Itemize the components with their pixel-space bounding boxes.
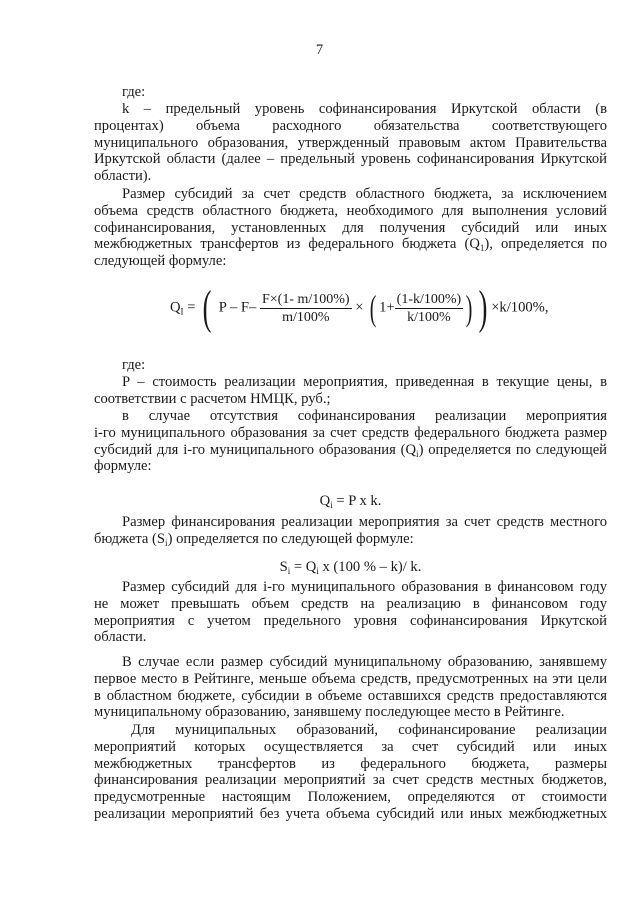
paragraph-line: межбюджетных трансфертов из федерального бюджета, размеры xyxy=(94,755,607,772)
p-def-line: P – стоимость реализации мероприятия, приведенная в текущие цены, в xyxy=(122,374,607,390)
paragraph-line: объема средств областного бюджета, необходимого для выполнения условий xyxy=(94,202,607,219)
where-label-2: где: xyxy=(122,357,146,373)
paragraph-line: Размер субсидий за счет средств областного бюджета, за исключением xyxy=(122,186,607,202)
paragraph-line: в случае отсутствия софинансирования реализации мероприятия xyxy=(122,408,607,424)
p-def-line: соответствии с расчетом НМЦК, руб.; xyxy=(94,390,331,407)
k-def-line: k – предельный уровень софинансирования Иркутской области (в xyxy=(122,101,607,117)
fraction-2: $\frac{(1-k/100\%)}{k/100\%}$ xyxy=(396,291,462,325)
paragraph-line: Размер финансирования реализации мероприятия за счет средств местного xyxy=(122,514,607,530)
paragraph-line: первое место в Рейтинге, меньше объема средств, предусмотренных на эти цели xyxy=(94,670,607,687)
paragraph-line: Размер субсидий для i-го муниципального образования в финансовом году xyxy=(122,579,607,595)
where-label-1: где: xyxy=(122,84,146,100)
p-definition xyxy=(94,374,607,408)
paragraph-line: Для муниципальных образований, софинансирование реализации xyxy=(131,722,607,738)
formula-qi: $Q_i = P$ x k. xyxy=(319,493,382,510)
paragraph-line: межбюджетных трансфертов из федерального бюджета $(Q_1)$, определяется по xyxy=(94,236,607,254)
fraction-1: $\frac{F\times(1- m/100\%)}{m/100\%}$ xyxy=(261,291,350,325)
paragraph-line: муниципальному образованию, занявшему последующее место в Рейтинге. xyxy=(94,704,565,721)
paragraph-line: предусмотренные настоящим Положением, определяются от стоимости xyxy=(94,789,607,806)
k-def-line: области). xyxy=(94,168,152,185)
paragraph-line: софинансирования, установленных для получения субсидий или иных xyxy=(94,219,607,236)
paragraph-line: области. xyxy=(94,629,147,646)
k-def-line: муниципального образования, утвержденный правовым актом Правительства xyxy=(94,134,607,151)
paragraph-line: мероприятий которых осуществляется за счет субсидий или иных xyxy=(94,738,607,755)
page-number: 7 xyxy=(315,42,324,58)
right-paren: ) xyxy=(478,281,488,334)
no-federal-case-paragraph xyxy=(94,408,607,475)
first-place-paragraph xyxy=(94,654,607,721)
k-def-line: Иркутской области (далее – предельный уровень софинансирования Иркутской xyxy=(94,151,607,168)
limit-paragraph xyxy=(94,579,607,646)
formula-q1: $Q_I$ = ( P – F– $\frac{F\times(1- m/100\%)}{m/100\%}$ × ( 1+ $\frac{(1-k/100\%)}{k/100\%}$ ) ) ×k/100%, xyxy=(170,281,549,334)
paragraph-line: i-го муниципального образования за счет средств федерального бюджета размер xyxy=(94,424,607,441)
municipal-paragraph xyxy=(94,722,607,823)
paragraph-line: бюджета $(S_i)$ определяется по следующей формуле: xyxy=(94,530,414,548)
paragraph-line: в областном бюджете, субсидии в объеме оставшихся средств предоставляются xyxy=(94,687,607,704)
inner-right-paren: ) xyxy=(465,288,473,328)
inner-left-paren: ( xyxy=(369,288,377,328)
formula-si: $S_i = Q_i$ x (100 % – k)/ k. xyxy=(279,559,422,576)
paragraph-line: В случае если размер субсидий муниципальному образованию, занявшему xyxy=(122,654,607,670)
k-def-line: процентах) объема расходного обязательства соответствующего xyxy=(94,117,607,134)
paragraph-line: финансирования реализации мероприятий за счет средств местных бюджетов, xyxy=(94,772,607,789)
paragraph-line: не может превышать объем средств на реализацию в финансовом году xyxy=(94,595,607,612)
paragraph-line: реализации мероприятий без учета объема субсидий или иных межбюджетных xyxy=(94,805,607,822)
k-definition xyxy=(94,101,607,185)
paragraph-line: формуле: xyxy=(94,458,152,475)
local-budget-paragraph xyxy=(94,514,607,548)
subsidy-size-paragraph xyxy=(94,186,607,270)
paragraph-line: субсидий для i-го муниципального образования $(Q_i)$ определяется по следующей xyxy=(94,441,607,459)
left-paren: ( xyxy=(202,281,212,334)
paragraph-line: мероприятия с учетом предельного уровня софинансирования Иркутской xyxy=(94,612,607,629)
paragraph-line: следующей формуле: xyxy=(94,253,227,270)
